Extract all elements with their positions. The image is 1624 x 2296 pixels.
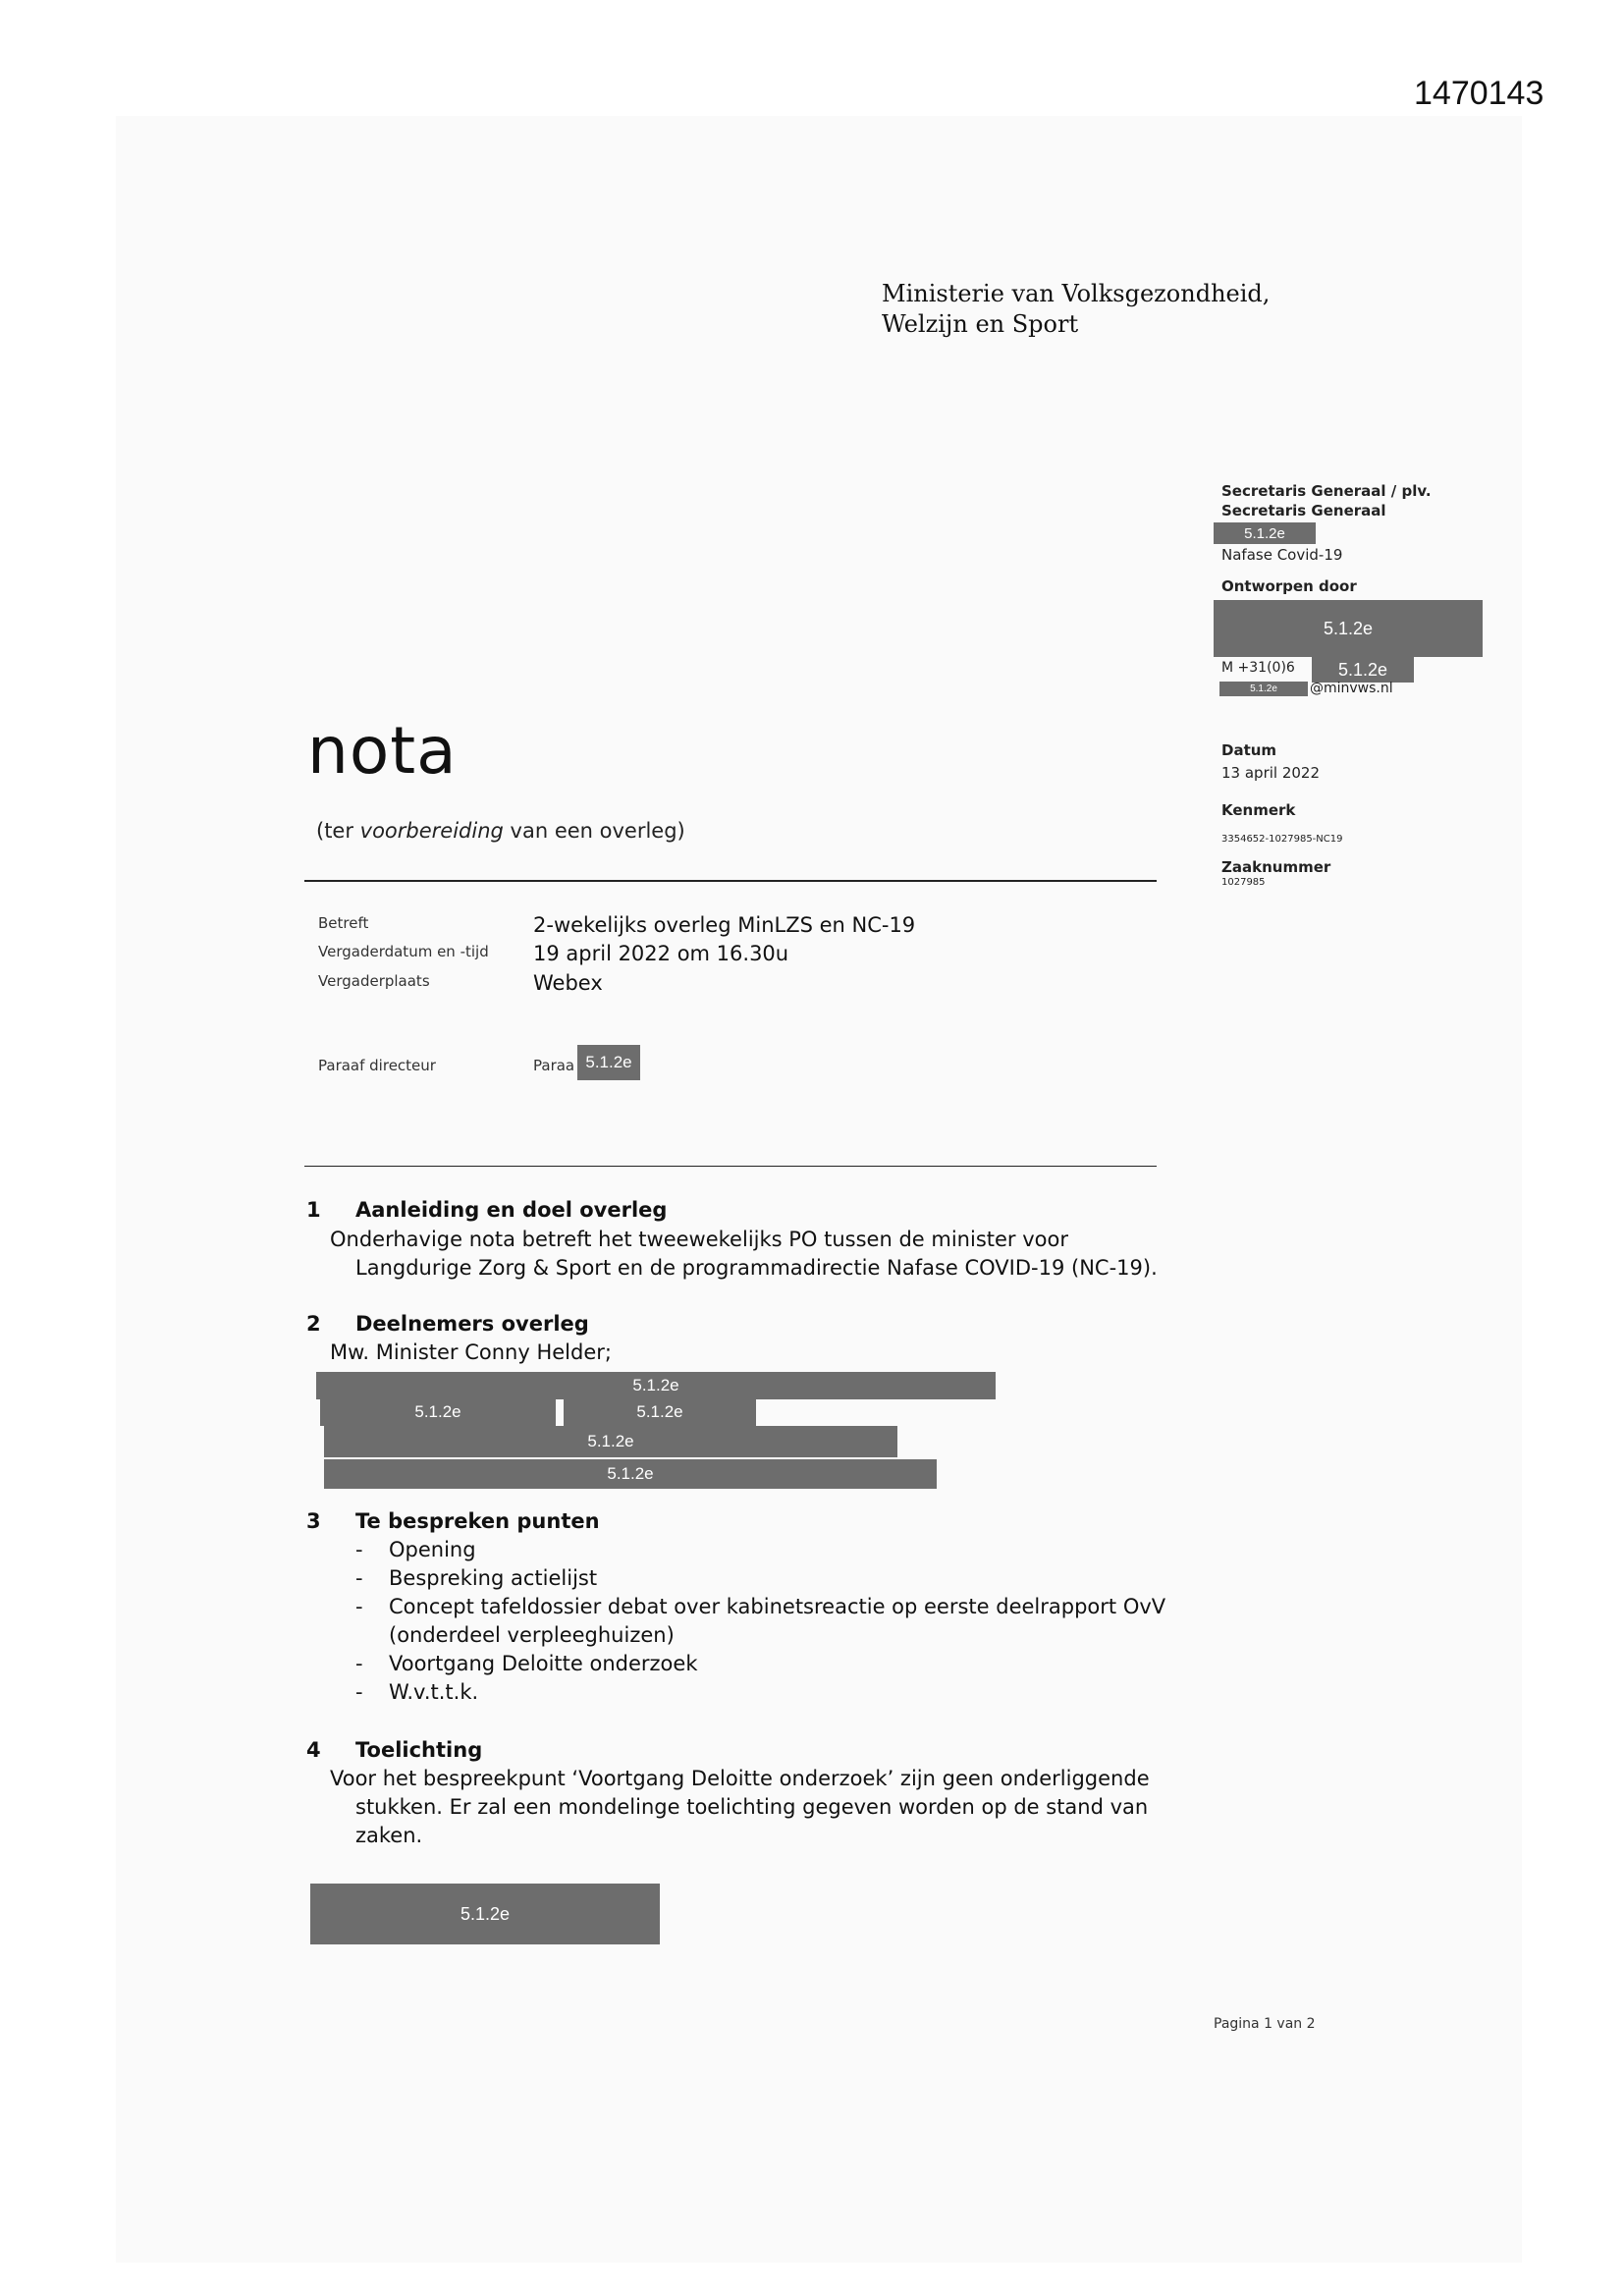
bullet-item: W.v.t.t.k. (389, 1680, 479, 1704)
bullet-item: Voortgang Deloitte onderzoek (389, 1652, 698, 1675)
kenmerk-label: Kenmerk (1221, 801, 1296, 819)
section-text: zaken. (355, 1824, 423, 1847)
section-text: Voor het bespreekpunt ‘Voortgang Deloitte onderzoek’ zijn geen onderliggende (330, 1767, 1150, 1790)
redaction-block: 5.1.2e (1214, 600, 1483, 657)
ministry-letterhead (882, 279, 1270, 340)
redaction-block: 5.1.2e (577, 1045, 640, 1080)
paraaf-value: Paraa (533, 1057, 575, 1074)
section-number: 1 (306, 1198, 321, 1222)
redaction-block: 5.1.2e (316, 1372, 996, 1399)
page-footer: Pagina 1 van 2 (1214, 2016, 1316, 2032)
sidebar-recipient (1221, 481, 1432, 520)
document-subtitle: (ter voorbereiding van een overleg) (316, 819, 685, 843)
section-number: 2 (306, 1312, 321, 1336)
section-number: 3 (306, 1509, 321, 1533)
document-title: nota (307, 713, 458, 789)
phone-prefix: M +31(0)6 (1221, 660, 1295, 676)
subtitle-emphasis: voorbereiding (359, 819, 504, 843)
section-text: Mw. Minister Conny Helder; (330, 1340, 612, 1364)
section-text: stukken. Er zal een mondelinge toelichting gegeven worden op de stand van (355, 1795, 1149, 1819)
betreft-label: Betreft (318, 914, 369, 932)
betreft-value: 2-wekelijks overleg MinLZS en NC-19 (533, 913, 916, 937)
ministry-line-1: Ministerie van Volksgezondheid, (882, 280, 1271, 307)
section-text: Langdurige Zorg & Sport en de programmadirectie Nafase COVID-19 (NC-19). (355, 1256, 1158, 1280)
redaction-block: 5.1.2e (1219, 682, 1308, 696)
redaction-block: 5.1.2e (1214, 522, 1316, 544)
bullet-item: Opening (389, 1538, 476, 1561)
section-heading: Deelnemers overleg (355, 1312, 589, 1336)
datum-value: 13 april 2022 (1221, 764, 1321, 782)
section-text: Onderhavige nota betreft het tweewekelijks PO tussen de minister voor (330, 1228, 1068, 1251)
bullet-item: Bespreking actielijst (389, 1566, 598, 1590)
redaction-block: 5.1.2e (320, 1398, 556, 1426)
bullet-dash: - (355, 1566, 363, 1590)
bullet-item: Concept tafeldossier debat over kabinetsreactie op eerste deelrapport OvV (389, 1595, 1166, 1618)
redaction-block: 5.1.2e (324, 1459, 937, 1489)
zaaknummer-value: 1027985 (1221, 877, 1266, 888)
paraaf-label: Paraaf directeur (318, 1057, 436, 1074)
vergaderdatum-label: Vergaderdatum en -tijd (318, 943, 489, 960)
designed-by-label: Ontworpen door (1221, 577, 1357, 595)
bullet-dash: - (355, 1595, 363, 1618)
redaction-block: 5.1.2e (310, 1884, 660, 1944)
kenmerk-value: 3354652-1027985-NC19 (1221, 834, 1343, 845)
divider (304, 880, 1157, 882)
vergaderplaats-value: Webex (533, 971, 603, 995)
vergaderplaats-label: Vergaderplaats (318, 972, 430, 990)
zaaknummer-label: Zaaknummer (1221, 858, 1331, 876)
section-number: 4 (306, 1738, 321, 1762)
ministry-line-2: Welzijn en Sport (882, 310, 1079, 338)
document-id: 1470143 (1414, 75, 1544, 112)
redaction-block: 5.1.2e (1312, 657, 1414, 683)
bullet-dash: - (355, 1538, 363, 1561)
divider (304, 1166, 1157, 1167)
bullet-item-continuation: (onderdeel verpleeghuizen) (389, 1623, 675, 1647)
sidebar-department: Nafase Covid-19 (1221, 546, 1343, 564)
section-heading: Aanleiding en doel overleg (355, 1198, 668, 1222)
recipient-label-1: Secretaris Generaal / plv. (1221, 482, 1432, 500)
bullet-dash: - (355, 1680, 363, 1704)
redaction-block: 5.1.2e (564, 1398, 756, 1426)
section-heading: Toelichting (355, 1738, 483, 1762)
redaction-block: 5.1.2e (324, 1426, 897, 1457)
email-suffix: @minvws.nl (1310, 681, 1393, 696)
bullet-dash: - (355, 1652, 363, 1675)
vergaderdatum-value: 19 april 2022 om 16.30u (533, 942, 789, 965)
datum-label: Datum (1221, 741, 1277, 759)
section-heading: Te bespreken punten (355, 1509, 600, 1533)
recipient-label-2: Secretaris Generaal (1221, 502, 1386, 519)
